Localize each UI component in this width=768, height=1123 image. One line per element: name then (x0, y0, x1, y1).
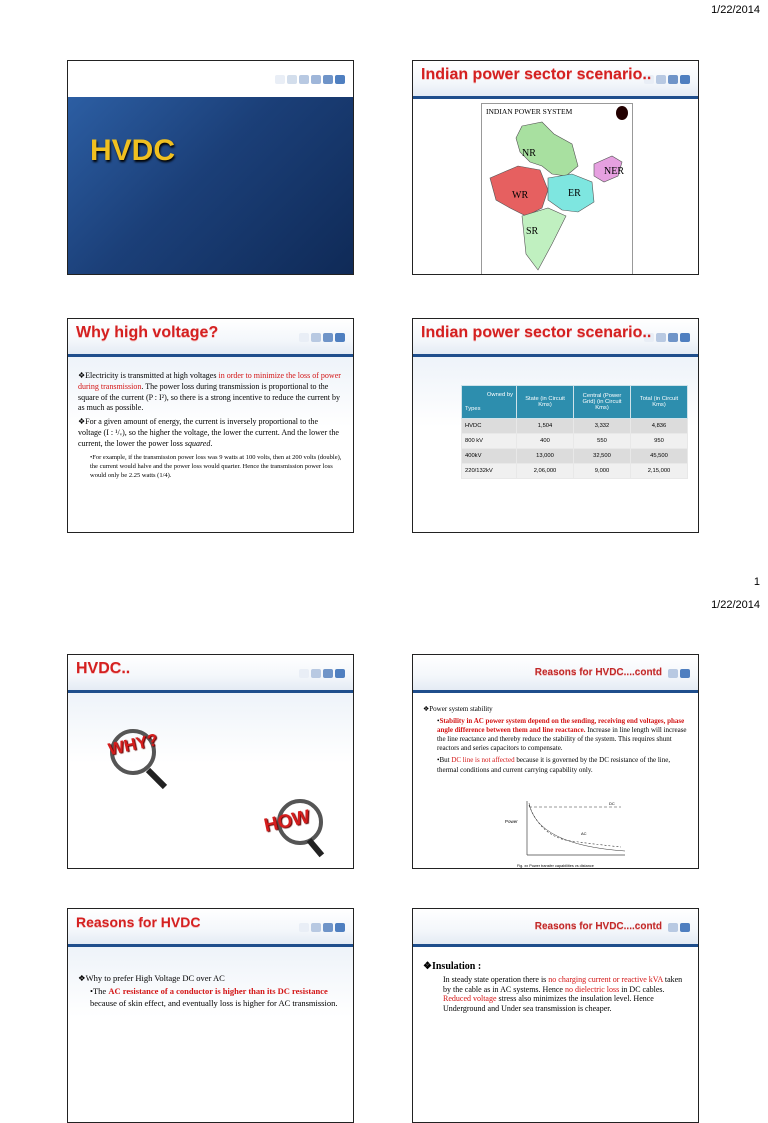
india-region-shapes (482, 104, 632, 274)
region-label: NR (522, 148, 536, 159)
region-label: ER (568, 188, 581, 199)
table-cell: 950 (631, 434, 688, 449)
table-cell: 4,836 (631, 419, 688, 434)
section-heading: Insulation : (431, 961, 482, 972)
table-cell: 9,000 (574, 464, 631, 479)
table-row (462, 464, 688, 479)
map-title: INDIAN POWER SYSTEM (486, 107, 573, 116)
region-label: SR (526, 226, 539, 237)
table-row (462, 449, 688, 464)
text: The (92, 986, 109, 997)
page-date: 1/22/2014 (711, 599, 760, 611)
series-label: DC (609, 801, 615, 806)
region-label: WR (512, 190, 529, 201)
page-date: 1/22/2014 (711, 4, 760, 16)
table-row (462, 419, 688, 434)
table-cell: 2,15,000 (631, 464, 688, 479)
highlight-text: Stability in AC power system depend on the sending, receiving end voltages, phase angle difference between them and line reactance. (437, 717, 685, 735)
slide-body: ❖Insulation : In steady state operation there is no charging current or reactive kVA taken by the cable as in AC systems. Hence no dielectric loss in DC cables. Reduced voltage stress also minimizes the insulation level. Hence Underground and Under sea transmission is cheaper. (423, 961, 683, 1013)
slide-title: Reasons for HVDC....contd (534, 921, 662, 932)
header-label: Owned by (486, 392, 513, 398)
table-cell: 3,332 (574, 419, 631, 434)
slide-title: Reasons for HVDC (76, 914, 201, 930)
text: But (439, 756, 452, 765)
column-header: State (in Circuit Kms) (517, 386, 574, 419)
slide-title: Why high voltage? (76, 324, 219, 341)
page-number: 1 (753, 576, 760, 588)
table-cell: 32,500 (574, 449, 631, 464)
text: In steady state operation there is (443, 975, 549, 984)
slide-title: Reasons for HVDC....contd (534, 667, 662, 678)
axis-label: Power (505, 819, 518, 824)
transmission-table (461, 385, 688, 479)
slide-body: ❖Why to prefer High Voltage DC over AC •The AC resistance of a conductor is higher than its DC resistance because of skin effect, and eventually loss is higher for AC transmission. (78, 973, 338, 1008)
header-label: Types (465, 406, 481, 412)
highlight-text: Reduced voltage (443, 994, 497, 1004)
table-cell: 550 (574, 434, 631, 449)
note-text: For example, if the transmission power loss was 9 watts at 100 volts, then at 200 volts (double), the current would halve and the power loss would quarter. Hence the transmission power loss would only be 2.25 watts (1/4). (90, 453, 342, 479)
table-cell: 45,500 (631, 449, 688, 464)
series-label: AC (581, 831, 587, 836)
table-cell: 400 (517, 434, 574, 449)
graph-caption: Fig. xx Power transfer capabilities vs distance (517, 864, 594, 868)
text: Increase in line length will increase the line reactance and thereby reduce the stability of the system. This requires shunt reactors and series capacitors to compensate. (437, 726, 687, 753)
text: For a given amount of energy, the current is inversely proportional to the voltage (I : ¹/ᵥ), so the higher the voltage, the lower the current. And the lower the current, the lower the power loss (78, 417, 339, 448)
table-cell: 1,504 (517, 419, 574, 434)
slide-indian-power-map (412, 60, 699, 275)
why-text: WHY? (106, 730, 160, 760)
highlight-text: DC line is not affected (451, 756, 515, 765)
slide-reasons-insulation (412, 908, 699, 1123)
text: in DC cables. (619, 984, 665, 994)
slide-reasons-stability (412, 654, 699, 869)
slide-why-high-voltage (67, 318, 354, 533)
slide-title: HVDC (90, 134, 176, 167)
how-text: HOW (262, 806, 313, 837)
table-cell: 2,06,000 (517, 464, 574, 479)
text: Power system stability (429, 705, 493, 713)
power-vs-distance-graph (501, 797, 631, 869)
highlight-text: no dielectric loss (564, 984, 620, 994)
table-corner-header (462, 386, 517, 419)
slide-title: Indian power sector scenario.. (421, 66, 652, 83)
slide-title: Indian power sector scenario.. (421, 324, 652, 341)
table-cell: 800 kV (462, 434, 517, 449)
india-map (481, 103, 633, 275)
slide-reasons-for-hvdc (67, 908, 354, 1123)
text: taken by the cable as in AC systems. Hence (443, 975, 683, 994)
slide-power-sector-table (412, 318, 699, 533)
column-header: Total (in Circuit Kms) (631, 386, 688, 419)
table-cell: 400kV (462, 449, 517, 464)
text: . The power loss during transmission is proportional to the square of the current (P : I²), so there is a strong incentive to reduce the current by as much as possible. (78, 381, 341, 413)
slide-decoration (275, 75, 345, 84)
slide-body: ❖Power system stability •Stability in AC power system depend on the sending, receiving end voltages, phase angle difference between them and line reactance. Increase in line length will increase the line reactance and thereby reduce the stability of the system. This requires shunt reactors and series capacitors to compensate. •But DC line is not affected because it is governed by the DC resistance of the line, thermal conditions and current carrying capability only. (423, 705, 687, 774)
highlight-text: AC resistance of a conductor is higher than its DC resistance (108, 986, 328, 997)
highlight-text: in order to minimize the loss of power during transmission (78, 371, 341, 391)
highlight-text: no charging current or reactive kVA (548, 975, 663, 984)
slide-body: ❖Electricity is transmitted at high voltages in order to minimize the loss of power during transmission. The power loss during transmission is proportional to the square of the current (P : I²), so there is a strong incentive to reduce the current by as much as possible. ❖For a given amount of energy, the current is inversely proportional to the voltage (I : ¹/ᵥ), so the higher the voltage, the lower the current. And the lower the current, the lower the power loss squared. •For example, if the transmission power loss was 9 watts at 100 volts, then at 200 volts (double), the current would halve and the power loss would quarter. Hence the transmission power loss would only be 2.25 watts (1/4). (78, 371, 342, 479)
text: because of skin effect, and eventually loss is higher for AC transmission. (90, 997, 338, 1008)
text: Why to prefer High Voltage DC over AC (85, 973, 225, 983)
slide-hvdc-title (67, 60, 354, 275)
text: because it is governed by the DC resistance of the line, thermal conditions and current carrying capability only. (437, 756, 671, 774)
slide-title: HVDC.. (76, 660, 131, 677)
column-header: Central (Power Grid) (in Circuit Kms) (574, 386, 631, 419)
text: . (210, 438, 213, 448)
table-row (462, 434, 688, 449)
emphasis-text: squared (184, 438, 211, 448)
table-cell: 13,000 (517, 449, 574, 464)
table-cell: HVDC (462, 419, 517, 434)
slide-hvdc-why-how (67, 654, 354, 869)
region-label: NER (604, 166, 624, 177)
text: Electricity is transmitted at high voltages (85, 371, 219, 380)
text: stress also minimizes the insulation level. Hence Underground and Under sea transmission is cheaper. (443, 994, 654, 1013)
table-cell: 220/132kV (462, 464, 517, 479)
